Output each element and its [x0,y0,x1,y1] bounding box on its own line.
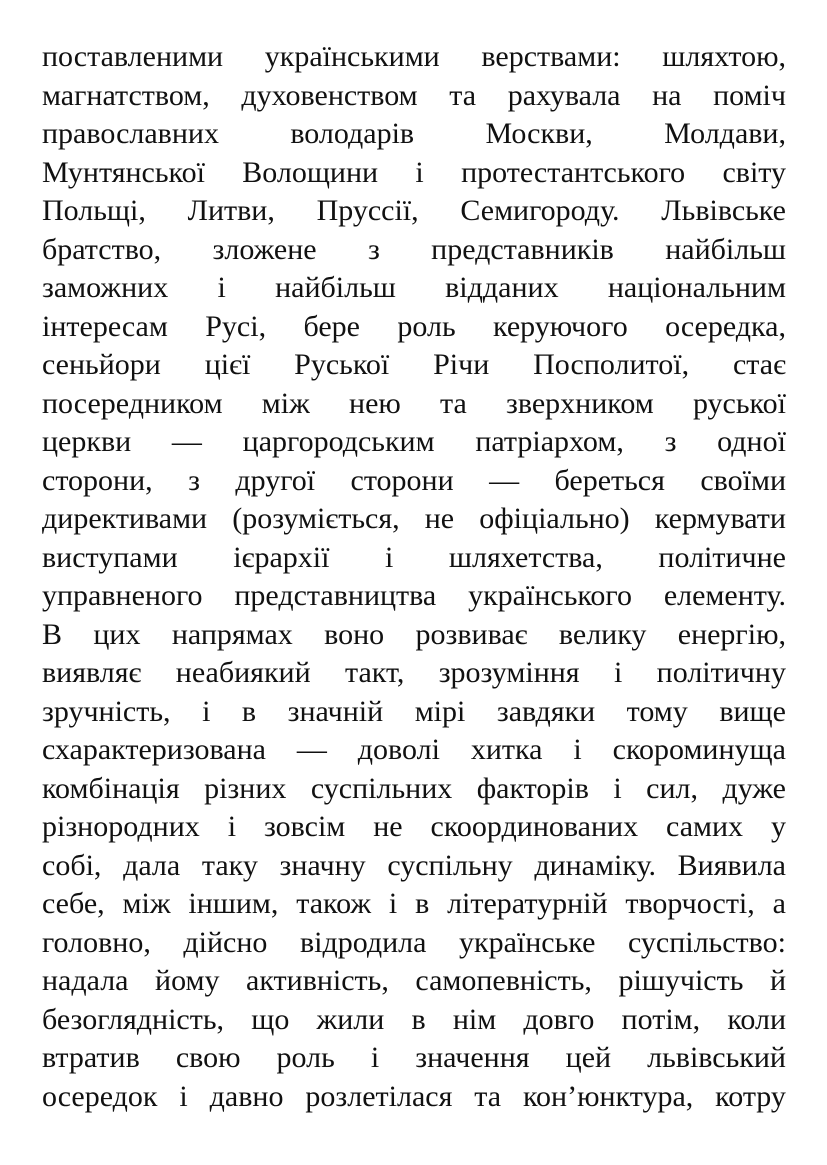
word: Литви, [187,194,275,227]
word: рахувала [507,78,621,112]
word: тому [626,694,688,728]
word: скороминуща [612,733,786,766]
word: розлетілася [305,1079,453,1113]
text-line [42,115,786,154]
text-line [42,577,786,616]
word: Молдави, [664,117,786,150]
word: другої [235,463,316,497]
word: собі, [42,848,102,882]
word: відданих [445,271,559,304]
text-line [42,654,786,693]
word: патріархом, [475,425,624,458]
word: зверхником [506,386,654,420]
word: кон’юнктура, [522,1079,694,1113]
word: осередок [42,1079,158,1113]
word: сторони [350,463,454,497]
word: інтересам [42,309,168,343]
word: і [613,656,623,689]
word: потім, [621,1002,701,1036]
word: себе, [42,887,105,920]
word: магнатством, [42,78,210,112]
word: найбільш [665,232,786,266]
word: різних [204,771,287,805]
word: — [171,425,202,458]
word: втратив [42,1041,140,1074]
word: керуючого [493,309,628,343]
word: безоглядність, [42,1002,225,1036]
word: воно [324,617,385,651]
word: нею [349,386,401,420]
word: і [370,1041,380,1074]
word: напрямах [171,617,293,651]
word: церкви [42,425,132,458]
word: свою [175,1041,241,1074]
word: православних [42,117,219,150]
word: представництва [234,579,437,612]
word: також [296,887,372,920]
word: та [474,1079,502,1113]
word: Річи [433,348,490,381]
word: у [771,810,786,843]
word: Русі, [205,309,267,343]
word: жили [316,1002,385,1036]
text-line [42,924,786,963]
word: рішучість [618,964,744,997]
word: зрозуміння [438,656,580,689]
word: давно [209,1079,284,1113]
word: з [188,463,200,497]
text-line [42,192,786,231]
text-line [42,1078,786,1117]
word: та [449,78,477,112]
text-line [42,385,786,424]
word: значній [287,694,384,728]
text-line [42,1001,786,1040]
word: найбільш [275,271,396,304]
word: протестантського [461,155,686,189]
word: володарів [290,117,415,150]
word: й [769,964,786,997]
text-line [42,500,786,539]
word: і [227,810,237,843]
text-line [42,847,786,886]
word: в [415,887,430,920]
word: духовенством [241,78,418,112]
word: роль [397,309,456,343]
word: Мунтянської [42,155,205,189]
word: і [217,271,226,304]
word: з [367,232,380,266]
word: енергію, [677,617,786,651]
word: сторони, [42,463,153,497]
word: виявляє [42,656,142,689]
word: зовсім [263,810,346,843]
word: схарактеризована [42,733,266,766]
word: нім [452,1002,497,1036]
word: береться [554,463,665,497]
word: відродила [299,925,427,959]
word: поміч [713,78,786,112]
word: динаміку. [534,848,656,882]
word: управненого [42,579,203,612]
word: посередником [42,386,223,420]
word: Семигороду. [460,194,620,227]
word: заможних [42,271,169,304]
word: і [385,540,394,574]
word: котру [715,1079,786,1113]
text-line [42,38,786,77]
text-line [42,1039,786,1078]
word: стає [732,348,786,381]
word: і [573,733,582,766]
word: таку [201,848,258,882]
word: кермувати [654,502,786,535]
word: неабиякий [175,656,311,689]
text-line [42,423,786,462]
word: та [440,386,467,420]
word: братство, [42,232,162,266]
text-line [42,693,786,732]
word: суспільних [310,771,453,805]
word: політичне [658,540,786,574]
word: літературній [447,887,608,920]
word: офіціально) [479,502,630,535]
text-line [42,616,786,655]
word: поставленими [42,40,224,73]
word: царгородським [242,425,435,458]
text-line [42,77,786,116]
word: головно, [42,925,151,959]
word: значну [279,848,366,882]
word: осередка, [665,309,786,343]
word: в [411,1002,426,1036]
word: шляхтою, [662,40,786,73]
word: ієрархії [233,540,330,574]
word: значення [415,1041,530,1074]
word: Руської [294,348,390,381]
word: такт, [345,656,405,689]
word: в [241,694,257,728]
word: національним [607,271,786,304]
word: цих [93,617,141,651]
text-line [42,962,786,1001]
word: (розуміється, [232,502,400,535]
word: своїми [700,463,786,497]
text-line [42,269,786,308]
word: Посполитої, [533,348,690,381]
word: дала [123,848,181,882]
word: — [489,463,520,497]
word: велику [558,617,647,651]
word: директивами [42,502,208,535]
word: сил, [646,771,698,805]
word: роль [276,1041,335,1074]
word: шляхетства, [448,540,603,574]
word: цей [565,1041,612,1074]
word: дійсно [183,925,268,959]
text-line [42,885,786,924]
word: дуже [722,771,786,805]
text-line [42,539,786,578]
word: скоординованих [430,810,639,843]
word: вище [719,694,786,728]
text-line [42,462,786,501]
word: українськими [264,40,440,73]
word: не [424,502,455,535]
word: і [388,887,398,920]
word: іншим, [188,887,279,920]
word: політичну [656,656,786,689]
word: і [415,155,424,189]
word: самопевність, [415,964,592,997]
word: йому [155,964,220,997]
word: зручність, [42,694,171,728]
word: і [179,1079,188,1113]
word: В [42,617,63,651]
word: бере [303,309,360,343]
word: між [261,386,310,420]
word: світу [722,155,786,189]
word: зложене [212,232,317,266]
word: українського [468,579,632,612]
word: Москви, [485,117,593,150]
word: активність, [246,964,389,997]
word: різнородних [42,810,200,843]
word: Львівське [661,194,786,227]
word: що [251,1002,290,1036]
word: розвиває [415,617,528,651]
word: коли [727,1002,786,1036]
word: з [664,425,677,458]
word: а [772,887,786,920]
word: Пруссії, [316,194,419,227]
word: суспільство: [627,925,786,959]
word: не [373,810,403,843]
text-line [42,346,786,385]
word: творчості, [625,887,755,920]
word: завдяки [496,694,596,728]
text-line [42,731,786,770]
word: цієї [204,348,251,381]
text-line [42,154,786,193]
text-line [42,308,786,347]
word: доволі [357,733,440,766]
word: між [122,887,171,920]
word: самих [666,810,744,843]
word: комбінація [42,771,180,805]
word: львівський [647,1041,786,1074]
word: руської [692,386,786,420]
word: і [613,771,622,805]
word: факторів [476,771,589,805]
word: надала [42,964,129,997]
word: елементу. [663,579,786,612]
word: суспільну [387,848,513,882]
word: на [652,78,682,112]
word: верствами: [481,40,621,73]
word: Польщі, [42,194,146,227]
text-line [42,770,786,809]
word: виступами [42,540,178,574]
word: сеньйори [42,348,161,381]
word: — [296,733,327,766]
word: представників [431,232,614,266]
word: одної [717,425,786,458]
document-page [42,38,786,1116]
word: мірі [414,694,466,728]
word: Виявила [677,848,786,882]
word: хитка [470,733,543,766]
text-line [42,808,786,847]
word: довго [523,1002,595,1036]
word: українське [459,925,596,959]
text-line [42,231,786,270]
word: і [202,694,211,728]
word: Волощини [242,155,379,189]
